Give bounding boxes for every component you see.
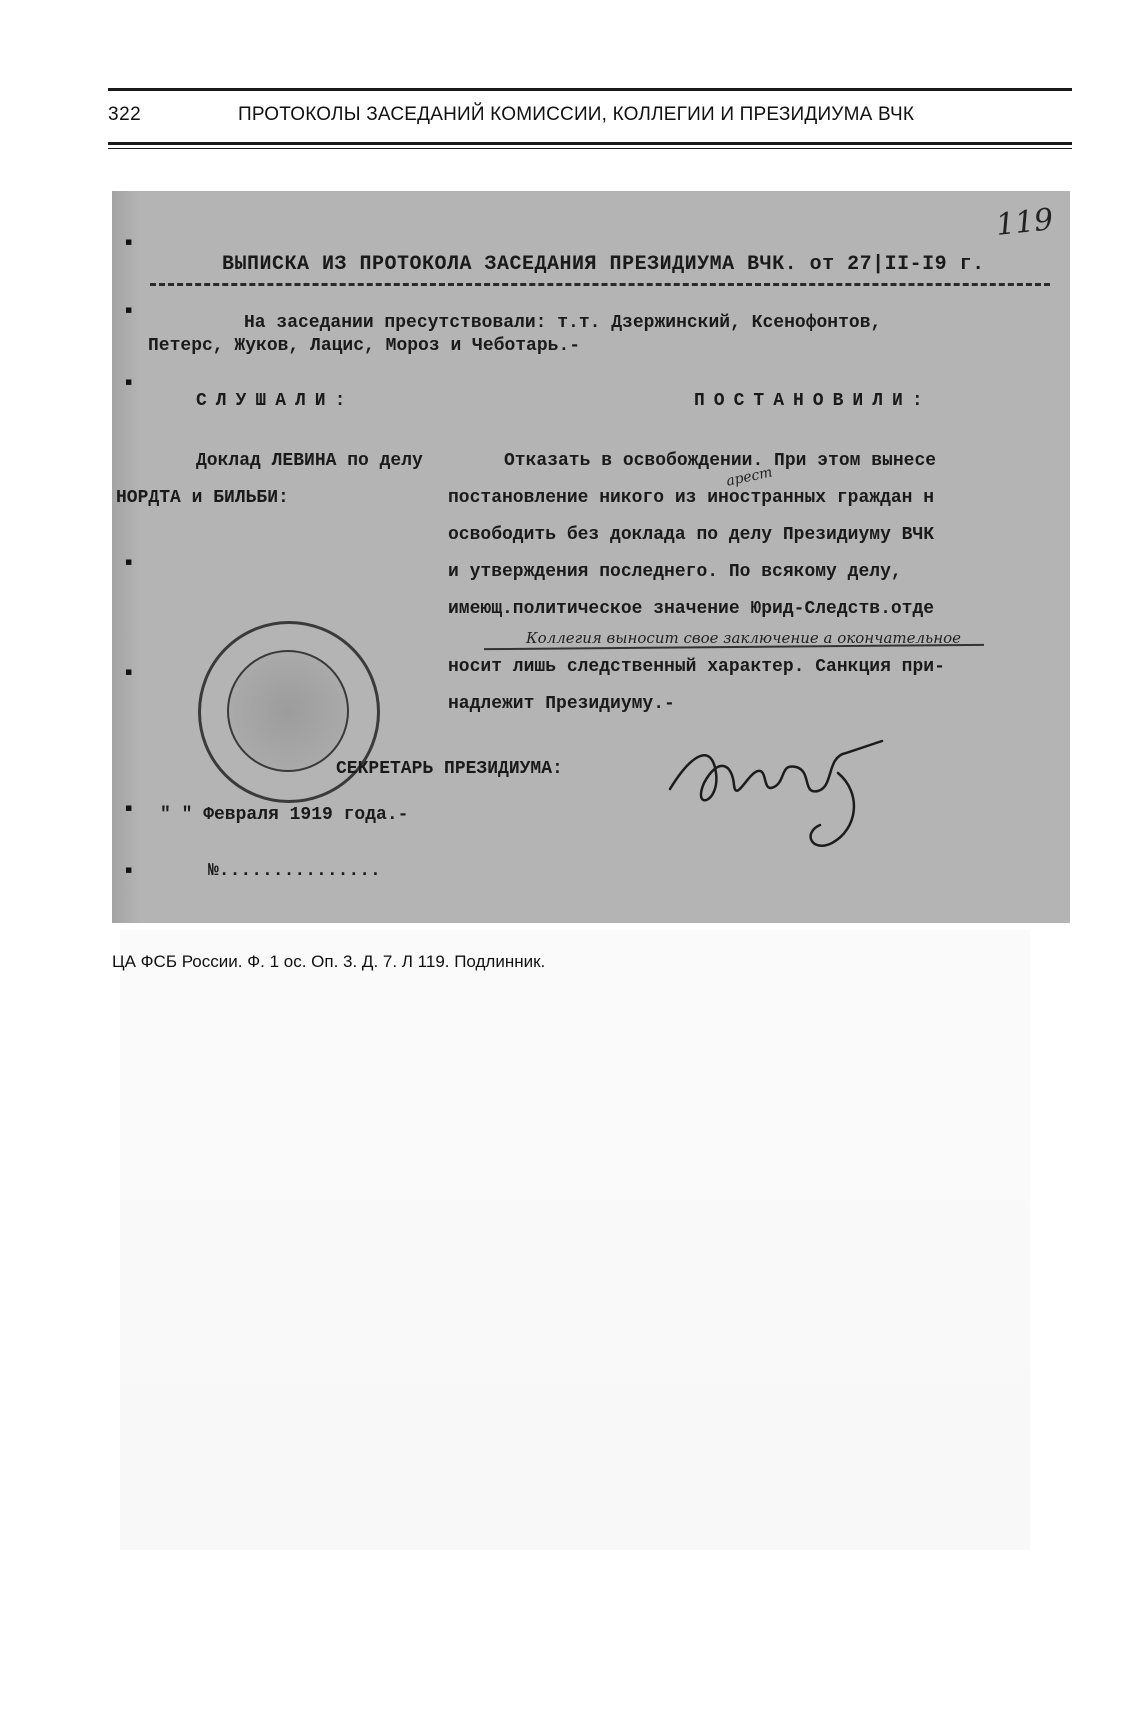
handwritten-signature	[662, 733, 902, 853]
running-title: ПРОТОКОЛЫ ЗАСЕДАНИЙ КОМИССИИ, КОЛЛЕГИИ И ПРЕЗИДИУМА ВЧК	[238, 104, 915, 125]
handwritten-insert: арест	[724, 464, 774, 490]
page-number: 322	[108, 104, 142, 125]
attendance-line-2: Петерс, Жуков, Лацис, Мороз и Чеботарь.-	[148, 336, 581, 356]
page-header	[108, 88, 1072, 149]
attendance-line-1: На заседании пресутствовали: т.т. Дзержинский, Ксенофонтов,	[244, 313, 882, 333]
number-line: №...............	[208, 861, 381, 881]
bleed-through-background	[120, 930, 1030, 1550]
resolved-line-7: надлежит Президиуму.-	[448, 694, 675, 714]
document-title: ВЫПИСКА ИЗ ПРОТОКОЛА ЗАСЕДАНИЯ ПРЕЗИДИУМА ВЧК. от 27|II-I9 г.	[222, 253, 985, 276]
heard-line-2: НОРДТА и БИЛЬБИ:	[116, 488, 289, 508]
resolved-line-5: имеющ.политическое значение Юрид-Следств.отде	[448, 599, 935, 619]
heard-label: СЛУШАЛИ:	[196, 391, 355, 411]
header-rule-bottom-thin	[108, 148, 1072, 149]
resolved-label: ПОСТАНОВИЛИ:	[694, 391, 932, 411]
resolved-line-3: освободить без доклада по делу Президиуму ВЧК	[448, 525, 935, 545]
handwritten-note: Коллегия выносит свое заключение а окончательное	[526, 629, 961, 647]
archival-document-photo: ▪ ▪ ▪ ▪ ▪ ▪ ▪ 119 ВЫПИСКА ИЗ ПРОТОКОЛА ЗАСЕДАНИЯ ПРЕЗИДИУМА ВЧК. от 27|II-I9 г. На заседании пресутствовали: т.т. Дзержинский, Ксенофонтов, Петерс, Жуков, Лацис, Мороз и Чеботарь.- СЛУШАЛИ: ПОСТАНОВИЛИ: Доклад ЛЕВИНА по делу НОРДТА и БИЛЬБИ: Отказать в освобождении. При этом вынесе постановление никого из иностранных граждан н освободить без доклада по делу Президиуму ВЧК и утверждения последнего. По всякому делу, имеющ.политическое значение Юрид-Следств.отде носит лишь следственный характер. Санкция при- надлежит Президиуму.- арест Коллегия выносит свое заключение а окончательное СЕКРЕТАРЬ ПРЕЗИДИУМА: " " Февраля 1919 года.- №...............	[112, 191, 1070, 923]
resolved-line-1: Отказать в освобождении. При этом вынесе	[504, 451, 937, 471]
seal-center	[227, 650, 349, 772]
heard-line-1: Доклад ЛЕВИНА по делу	[196, 451, 423, 471]
resolved-line-2: постановление никого из иностранных граждан н	[448, 488, 935, 508]
secretary-label: СЕКРЕТАРЬ ПРЕЗИДИУМА:	[336, 759, 563, 779]
date-line: " " Февраля 1919 года.-	[160, 805, 409, 825]
header-rule-bottom	[108, 142, 1072, 145]
archive-source-caption: ЦА ФСБ России. Ф. 1 ос. Оп. 3. Д. 7. Л 119. Подлинник.	[112, 952, 546, 971]
resolved-line-4: и утверждения последнего. По всякому делу,	[448, 562, 902, 582]
title-dashed-rule	[150, 283, 1050, 286]
folio-number: 119	[994, 202, 1055, 243]
resolved-line-6: носит лишь следственный характер. Санкция при-	[448, 657, 945, 677]
